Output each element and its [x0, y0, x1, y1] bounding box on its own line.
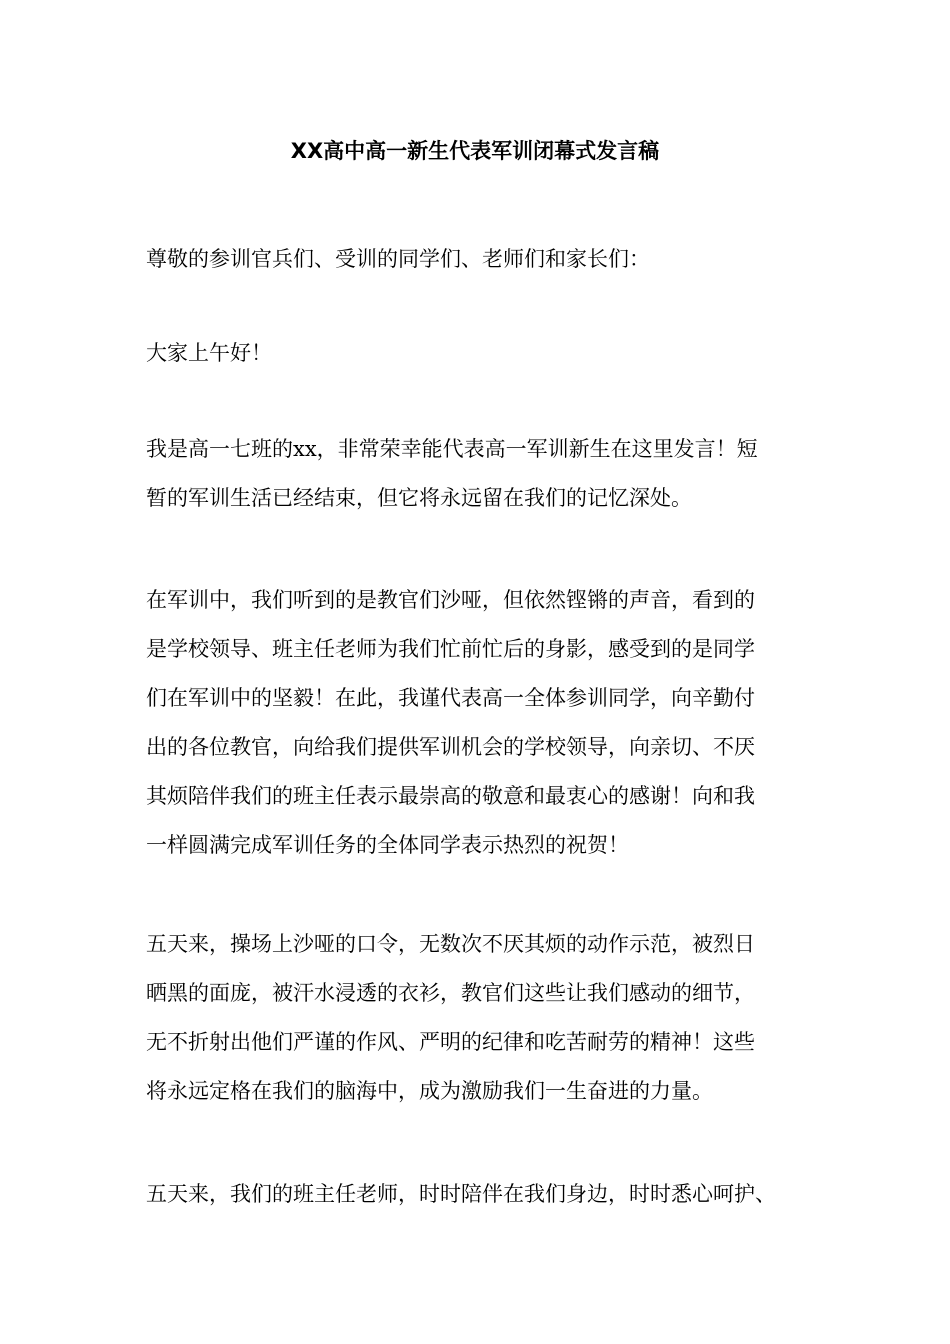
- paragraph-line: 是学校领导、班主任老师为我们忙前忙后的身影，感受到的是同学: [146, 637, 755, 661]
- greeting-paragraph: [146, 329, 826, 378]
- paragraph-line: 将永远定格在我们的脑海中，成为激励我们一生奋进的力量。: [146, 1079, 713, 1103]
- paragraph-line: 在军训中，我们听到的是教官们沙哑，但依然铿锵的声音，看到的: [146, 588, 755, 612]
- paragraph-line: 暂的军训生活已经结束，但它将永远留在我们的记忆深处。: [146, 486, 692, 510]
- intro-paragraph: [146, 425, 826, 523]
- paragraph-line: 大家上午好！: [146, 341, 272, 365]
- paragraph-line: 无不折射出他们严谨的作风、严明的纪律和吃苦耐劳的精神！这些: [146, 1030, 755, 1054]
- instructors-paragraph: [146, 920, 826, 1116]
- teachers-paragraph: [146, 1170, 826, 1219]
- paragraph-line: 一样圆满完成军训任务的全体同学表示热烈的祝贺！: [146, 833, 629, 857]
- paragraph-line: 尊敬的参训官兵们、受训的同学们、老师们和家长们：: [146, 247, 650, 271]
- gratitude-paragraph: [146, 576, 826, 870]
- paragraph-line: 晒黑的面庞，被汗水浸透的衣衫，教官们这些让我们感动的细节，: [146, 981, 755, 1005]
- paragraph-line: 五天来，我们的班主任老师，时时陪伴在我们身边，时时悉心呵护、: [146, 1182, 776, 1206]
- paragraph-line: 出的各位教官，向给我们提供军训机会的学校领导，向亲切、不厌: [146, 735, 755, 759]
- paragraph-line: 们在军训中的坚毅！在此，我谨代表高一全体参训同学，向辛勤付: [146, 686, 755, 710]
- salutation-paragraph: [146, 235, 826, 284]
- paragraph-line: 其烦陪伴我们的班主任表示最崇高的敬意和最衷心的感谢！向和我: [146, 784, 755, 808]
- document-title: XX高中高一新生代表军训闭幕式发言稿: [290, 139, 660, 163]
- paragraph-line: 我是高一七班的xx，非常荣幸能代表高一军训新生在这里发言！短: [146, 437, 758, 461]
- paragraph-line: 五天来，操场上沙哑的口令，无数次不厌其烦的动作示范，被烈日: [146, 932, 755, 956]
